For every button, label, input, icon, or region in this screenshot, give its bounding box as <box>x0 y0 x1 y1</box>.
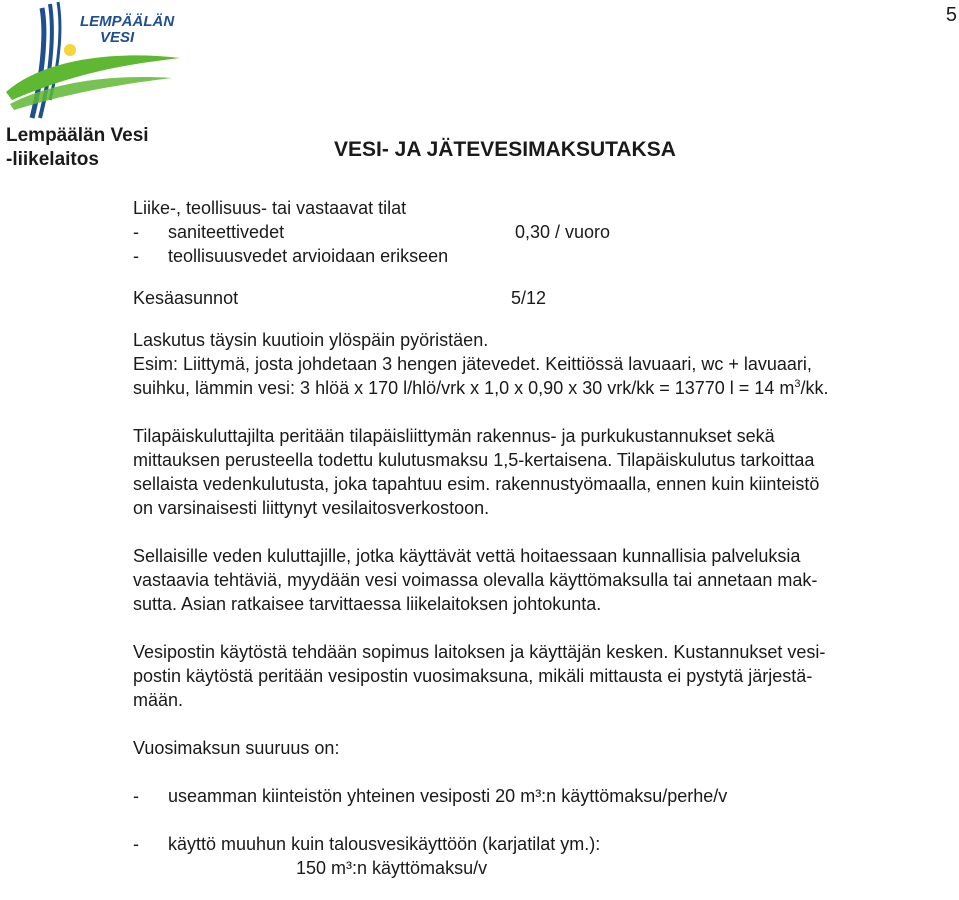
annual-heading: Vuosimaksun suuruus on: <box>133 738 340 758</box>
org-line2: -liikelaitos <box>6 149 99 170</box>
annual-item-2-text: käyttö muuhun kuin talousvesikäyttöön (karjatilat ym.): <box>168 834 601 854</box>
summer-value: 5/12 <box>511 288 547 308</box>
bullet-dash: - <box>133 786 139 806</box>
post-line-3: mään. <box>133 690 184 710</box>
bullet-dash: - <box>133 222 139 242</box>
temp-line-1: Tilapäiskuluttajilta peritään tilapäisliittymän rakennus- ja purkukustannukset sekä <box>133 426 775 446</box>
document-body <box>133 196 948 880</box>
billing-line-1: Laskutus täysin kuutioin ylöspäin pyöristäen. <box>133 330 489 350</box>
organization-name <box>6 124 149 172</box>
logo-text-line2: VESI <box>100 29 135 46</box>
business-item-1-value: 0,30 / vuoro <box>515 222 611 242</box>
temp-line-3: sellaista vedenkulutusta, joka tapahtuu esim. rakennustyömaalla, ennen kuin kiinteistö <box>133 474 820 494</box>
business-item-1 <box>133 220 948 244</box>
org-line1: Lempäälän Vesi <box>6 125 149 146</box>
annual-item-1-text: useamman kiinteistön yhteinen vesiposti 20 m³:n käyttömaksu/perhe/v <box>168 786 728 806</box>
lempaala-vesi-logo <box>2 0 182 120</box>
post-line-2: postin käytöstä peritään vesipostin vuosimaksuna, mikäli mittausta ei pystytä järjestä- <box>133 666 813 686</box>
temp-line-4: on varsinaisesti liittynyt vesilaitosverkostoon. <box>133 498 490 518</box>
page-number: 5 <box>945 4 957 26</box>
logo-text-line1: LEMPÄÄLÄN <box>80 13 175 30</box>
bullet-dash: - <box>133 834 139 854</box>
annual-item-2 <box>133 832 948 856</box>
business-item-1-label: saniteettivedet <box>168 222 285 242</box>
annual-item-1 <box>133 784 948 808</box>
post-line-1: Vesipostin käytöstä tehdään sopimus laitoksen ja käyttäjän kesken. Kustannukset vesi- <box>133 642 826 662</box>
bullet-dash: - <box>133 246 139 266</box>
municipal-line-3: sutta. Asian ratkaisee tarvittaessa liikelaitoksen johtokunta. <box>133 594 602 614</box>
business-item-2-label: teollisuusvedet arvioidaan erikseen <box>168 246 449 266</box>
municipal-line-2: vastaavia tehtäviä, myydään vesi voimassa olevalla käyttömaksulla tai annetaan mak- <box>133 570 818 590</box>
annual-item-2-value: 150 m³:n käyttömaksu/v <box>296 858 488 878</box>
billing-line-2: Esim: Liittymä, josta johdetaan 3 hengen jätevedet. Keittiössä lavuaari, wc + lavuaari, <box>133 354 812 374</box>
document-title: VESI- JA JÄTEVESIMAKSUTAKSA <box>334 138 676 161</box>
municipal-line-1: Sellaisille veden kuluttajille, jotka käyttävät vettä hoitaessaan kunnallisia palveluksia <box>133 546 801 566</box>
business-item-2 <box>133 244 948 268</box>
temp-line-2: mittauksen perusteella todettu kulutusmaksu 1,5-kertaisena. Tilapäiskulutus tarkoittaa <box>133 450 815 470</box>
billing-line-3: suihku, lämmin vesi: 3 hlöä x 170 l/hlö/vrk x 1,0 x 0,90 x 30 vrk/kk = 13770 l = 14 $m^3/kk$. <box>133 378 829 398</box>
summer-label: Kesäasunnot <box>133 288 239 308</box>
business-heading: Liike-, teollisuus- tai vastaavat tilat <box>133 198 407 218</box>
summer-cottages-row <box>133 286 948 310</box>
